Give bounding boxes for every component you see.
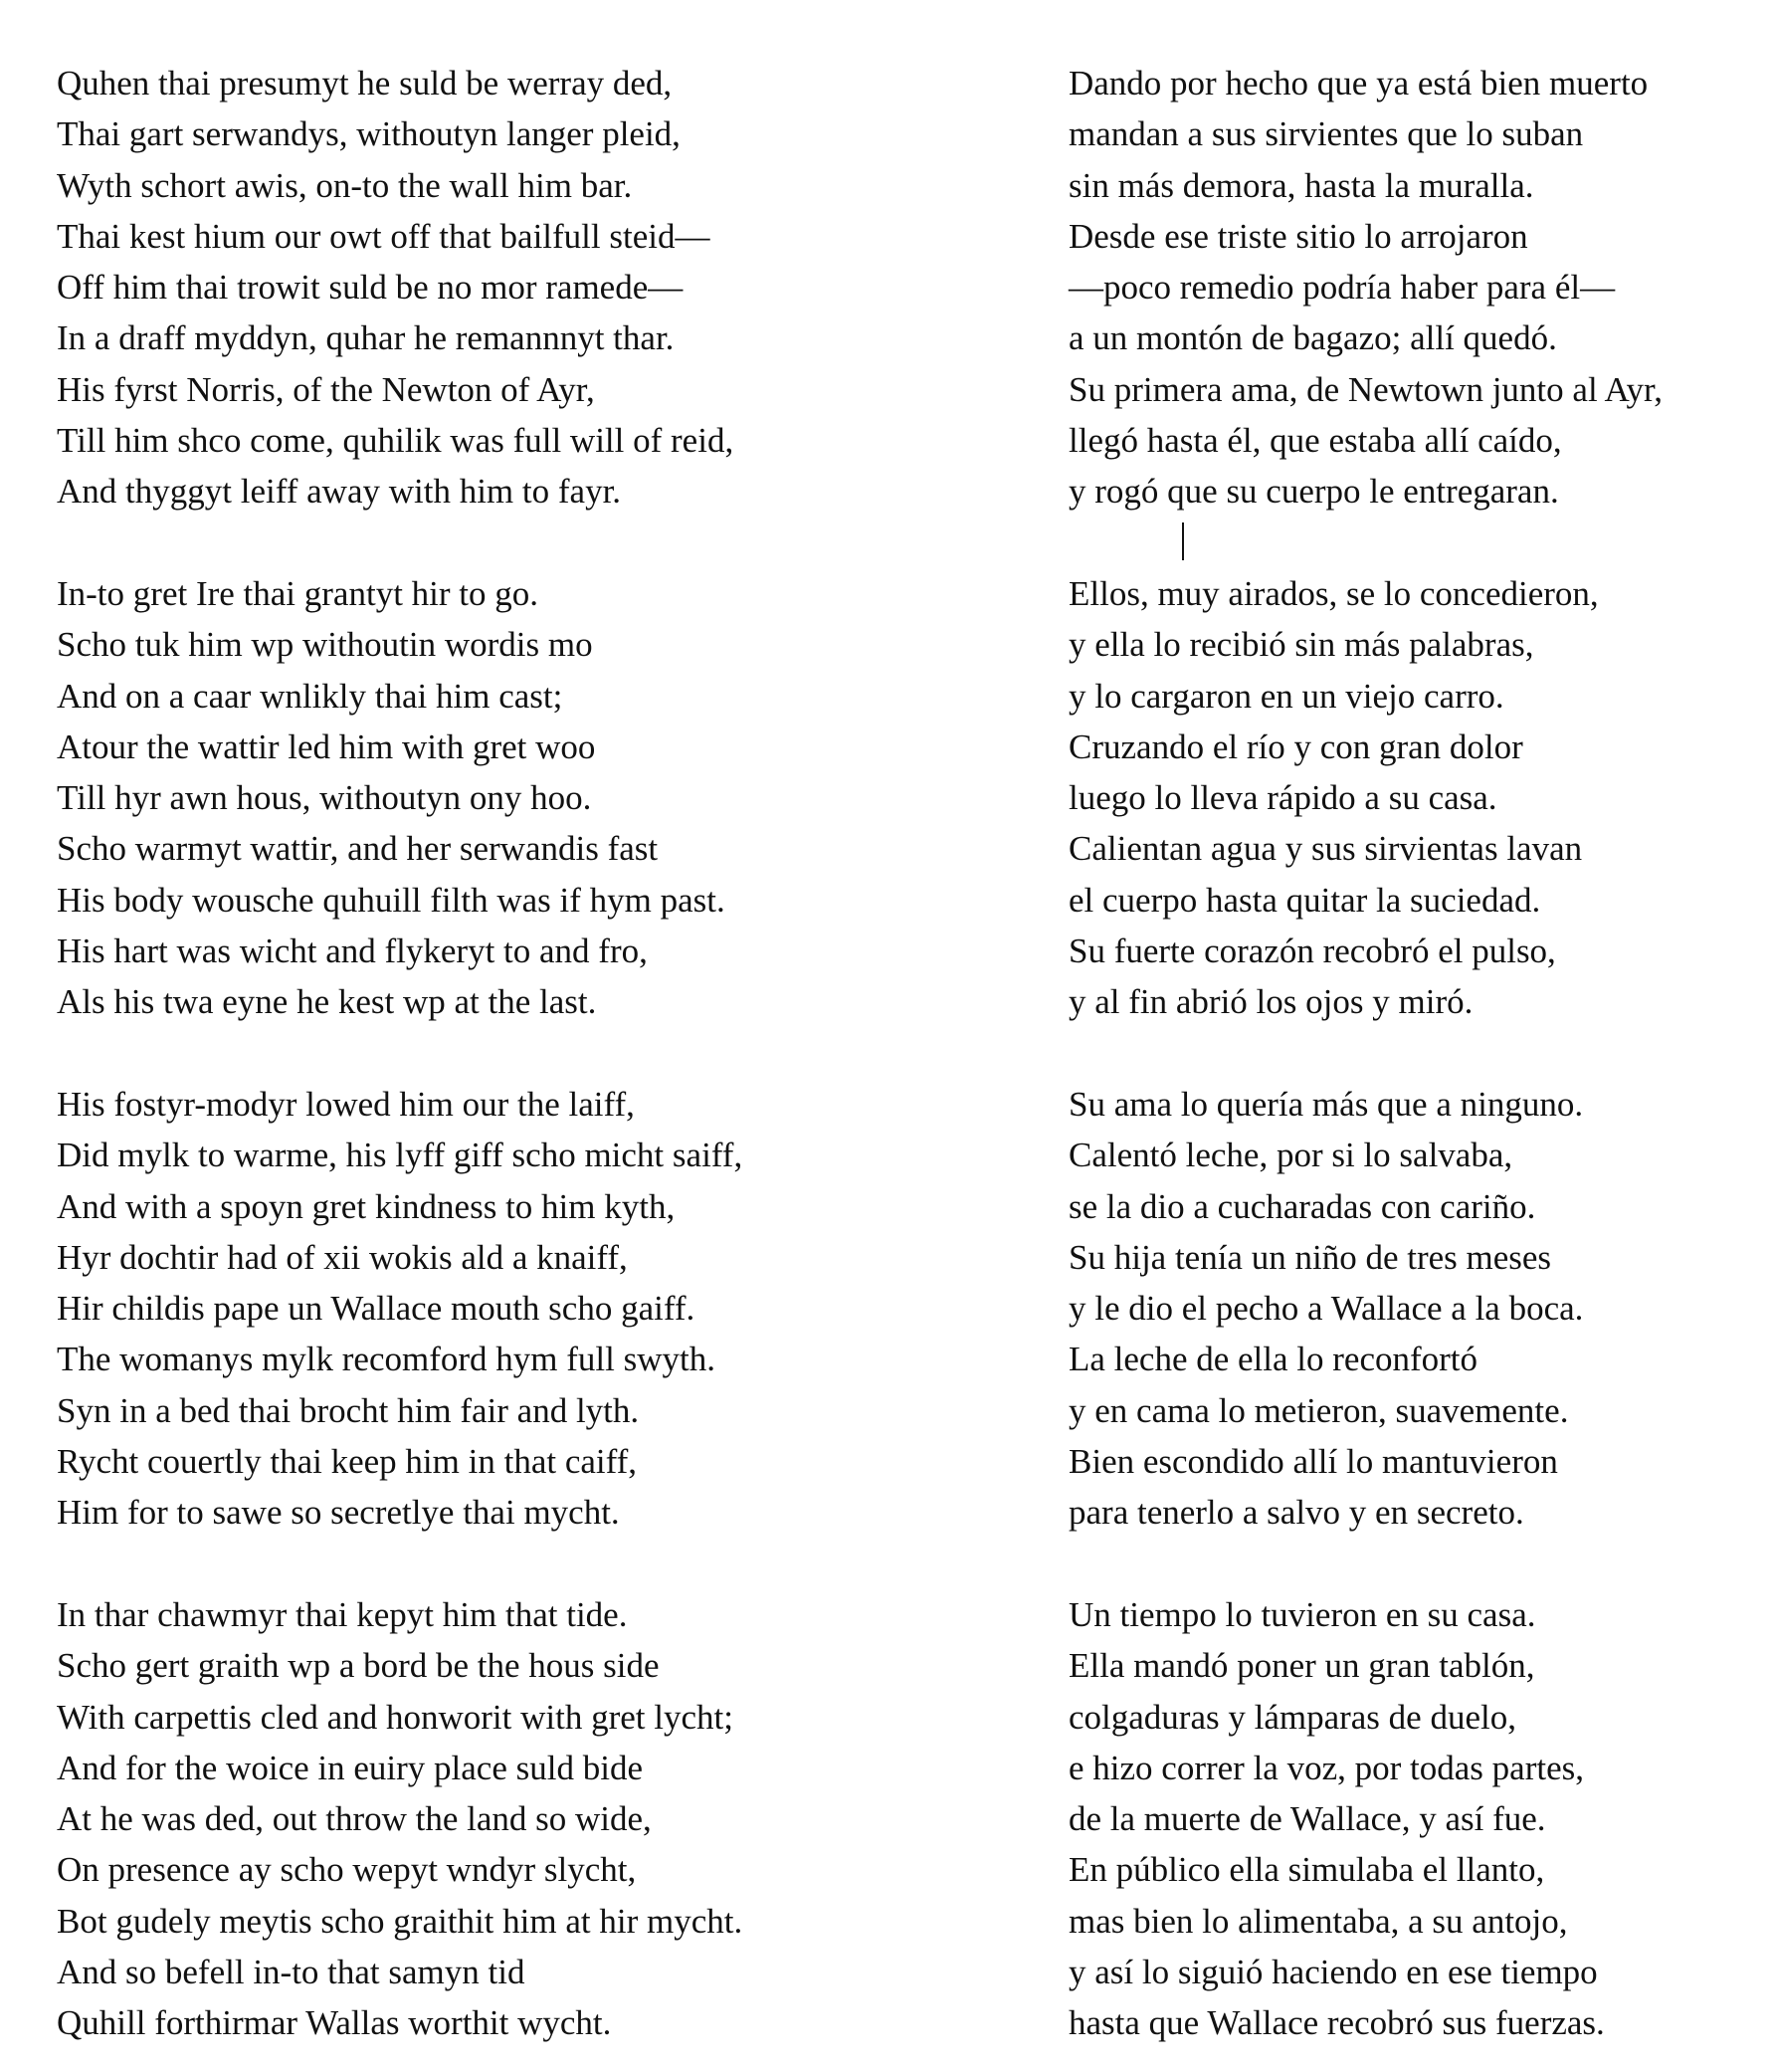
scots-line: Rycht couertly thai keep him in that caiff,	[57, 1442, 638, 1482]
scots-line: His fostyr-modyr lowed him our the laiff,	[57, 1084, 635, 1124]
spanish-line: hasta que Wallace recobró sus fuerzas.	[1069, 2003, 1605, 2043]
scots-line: In-to gret Ire thai grantyt hir to go.	[57, 573, 539, 613]
spanish-line: Cruzando el río y con gran dolor	[1069, 726, 1523, 766]
scots-line: The womanys mylk recomford hym full swyth.	[57, 1340, 715, 1379]
spanish-line: Su fuerte corazón recobró el pulso,	[1069, 932, 1556, 971]
scots-line: His hart was wicht and flykeryt to and fro,	[57, 932, 648, 971]
scots-line: Thai gart serwandys, withoutyn langer pleid,	[57, 114, 681, 154]
spanish-line: Dando por hecho que ya está bien muerto	[1069, 64, 1649, 103]
scots-line: Hir childis pape un Wallace mouth scho gaiff.	[57, 1289, 695, 1329]
spanish-line: Un tiempo lo tuvieron en su casa.	[1069, 1594, 1536, 1634]
spanish-line: Desde ese triste sitio lo arrojaron	[1069, 216, 1528, 256]
scots-line: His fyrst Norris, of the Newton of Ayr,	[57, 369, 595, 409]
spanish-line: y así lo siguió haciendo en ese tiempo	[1069, 1952, 1598, 1991]
spanish-line: Su hija tenía un niño de tres meses	[1069, 1237, 1552, 1277]
scots-line: Syn in a bed thai brocht him fair and lyth.	[57, 1390, 640, 1430]
scots-line: Atour the wattir led him with gret woo	[57, 726, 596, 766]
stanza-gap	[1069, 1028, 1765, 1079]
scots-stanza-2	[57, 568, 982, 1028]
scots-line: Bot gudely meytis scho graithit him at hir mycht.	[57, 1901, 743, 1941]
scots-line: Scho tuk him wp withoutin wordis mo	[57, 625, 593, 665]
scots-line: And so befell in-to that samyn tid	[57, 1952, 525, 1991]
scots-line: In a draff myddyn, quhar he remannnyt thar.	[57, 318, 675, 358]
spanish-line: En público ella simulaba el llanto,	[1069, 1850, 1545, 1890]
scots-line: Scho warmyt wattir, and her serwandis fast	[57, 829, 659, 869]
spanish-line: Ella mandó poner un gran tablón,	[1069, 1646, 1535, 1686]
spanish-line: Su primera ama, de Newtown junto al Ayr,	[1069, 369, 1664, 409]
scots-line: With carpettis cled and honworit with gret lycht;	[57, 1697, 733, 1737]
scots-line: And for the woice in euiry place suld bide	[57, 1748, 643, 1787]
stanza-gap	[1069, 518, 1765, 568]
spanish-line: —poco remedio podría haber para él—	[1069, 268, 1616, 308]
scots-line: And thyggyt leiff away with him to fayr.	[57, 472, 622, 512]
scots-line: On presence ay scho wepyt wndyr slycht,	[57, 1850, 637, 1890]
scots-line: Off him thai trowit suld be no mor ramede—	[57, 268, 684, 308]
spanish-line: y le dio el pecho a Wallace a la boca.	[1069, 1289, 1584, 1329]
spanish-line: La leche de ella lo reconfortó	[1069, 1340, 1478, 1379]
spanish-line: mas bien lo alimentaba, a su antojo,	[1069, 1901, 1568, 1941]
spanish-line: para tenerlo a salvo y en secreto.	[1069, 1493, 1524, 1533]
scots-line: Quhill forthirmar Wallas worthit wycht.	[57, 2003, 612, 2043]
spanish-line: el cuerpo hasta quitar la suciedad.	[1069, 880, 1541, 920]
scots-line: At he was ded, out throw the land so wide,	[57, 1799, 652, 1839]
stanza-gap	[57, 518, 982, 568]
spanish-line: luego lo lleva rápido a su casa.	[1069, 778, 1497, 818]
scots-line: Quhen thai presumyt he suld be werray ded,	[57, 64, 673, 103]
scots-line: Did mylk to warme, his lyff giff scho micht saiff,	[57, 1136, 743, 1175]
spanish-line: colgaduras y lámparas de duelo,	[1069, 1697, 1516, 1737]
scots-stanza-1	[57, 58, 982, 518]
spanish-line: a un montón de bagazo; allí quedó.	[1069, 318, 1557, 358]
spanish-line: e hizo correr la voz, por todas partes,	[1069, 1748, 1584, 1787]
spanish-line: Calentó leche, por si lo salvaba,	[1069, 1136, 1513, 1175]
scots-stanza-4	[57, 1589, 982, 2049]
spanish-line: Bien escondido allí lo mantuvieron	[1069, 1442, 1558, 1482]
spanish-line: y lo cargaron en un viejo carro.	[1069, 676, 1504, 716]
scots-line: Till him shco come, quhilik was full will of reid,	[57, 421, 734, 461]
scots-line: Thai kest hium our owt off that bailfull steid—	[57, 216, 710, 256]
scots-line: Till hyr awn hous, withoutyn ony hoo.	[57, 778, 592, 818]
spanish-line: mandan a sus sirvientes que lo suban	[1069, 114, 1584, 154]
spanish-line: y al fin abrió los ojos y miró.	[1069, 982, 1474, 1022]
spanish-line: y ella lo recibió sin más palabras,	[1069, 625, 1534, 665]
spanish-stanza-4	[1069, 1589, 1765, 2049]
scots-line: Wyth schort awis, on-to the wall him bar.	[57, 165, 633, 205]
spanish-line: y en cama lo metieron, suavemente.	[1069, 1390, 1569, 1430]
spanish-stanza-2	[1069, 568, 1765, 1028]
scots-poem-column	[57, 58, 982, 2049]
spanish-line: de la muerte de Wallace, y así fue.	[1069, 1799, 1546, 1839]
spanish-line: sin más demora, hasta la muralla.	[1069, 165, 1534, 205]
scots-line: Hyr dochtir had of xii wokis ald a knaiff,	[57, 1237, 628, 1277]
spanish-line: llegó hasta él, que estaba allí caído,	[1069, 421, 1562, 461]
spanish-line: y rogó que su cuerpo le entregaran.	[1069, 472, 1559, 512]
spanish-line: Su ama lo quería más que a ninguno.	[1069, 1084, 1584, 1124]
scots-line: Als his twa eyne he kest wp at the last.	[57, 982, 597, 1022]
spanish-translation-column	[1069, 58, 1765, 2049]
spanish-line: Ellos, muy airados, se lo concedieron,	[1069, 573, 1599, 613]
spanish-stanza-3	[1069, 1079, 1765, 1539]
scots-line: Scho gert graith wp a bord be the hous side	[57, 1646, 660, 1686]
scots-line: And on a caar wnlikly thai him cast;	[57, 676, 563, 716]
scots-line: And with a spoyn gret kindness to him kyth,	[57, 1186, 676, 1226]
scots-line: In thar chawmyr thai kepyt him that tide.	[57, 1594, 628, 1634]
stanza-gap	[57, 1028, 982, 1079]
text-cursor	[1182, 522, 1184, 560]
stanza-gap	[1069, 1539, 1765, 1589]
scots-line: His body wousche quhuill filth was if hym past.	[57, 880, 725, 920]
scots-stanza-3	[57, 1079, 982, 1539]
spanish-line: se la dio a cucharadas con cariño.	[1069, 1186, 1536, 1226]
stanza-gap	[57, 1539, 982, 1589]
spanish-line: Calientan agua y sus sirvientas lavan	[1069, 829, 1583, 869]
scots-line: Him for to sawe so secretlye thai mycht.	[57, 1493, 620, 1533]
spanish-stanza-1	[1069, 58, 1765, 518]
